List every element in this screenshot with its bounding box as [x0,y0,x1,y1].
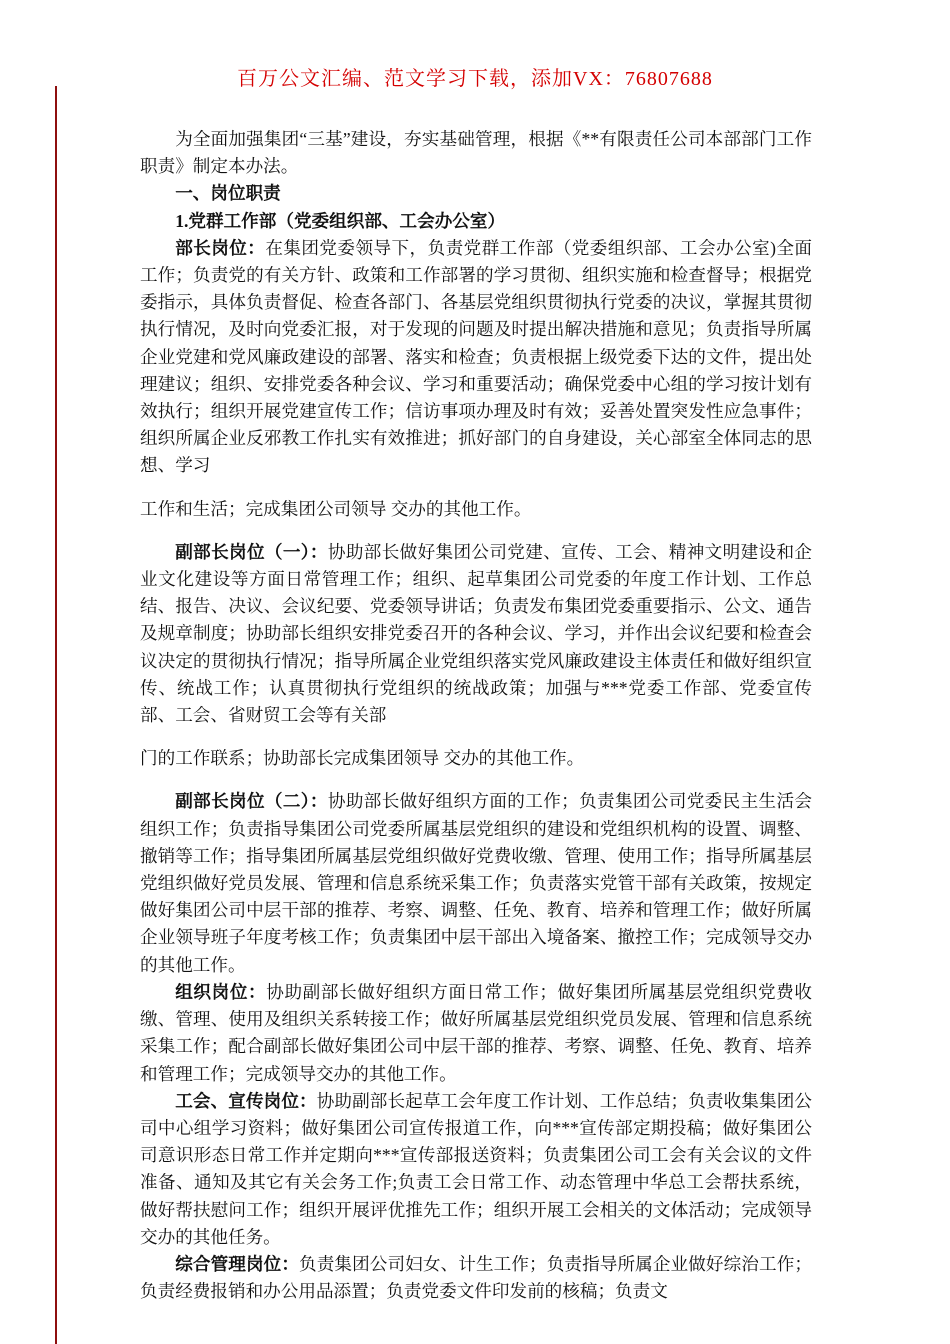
paragraph-text: 协助副部长起草工会年度工作计划、工作总结；负责收集集团公司中心组学习资料；做好集团公司宣传报道工作，向***宣传部定期投稿；做好集团公司意识形态日常工作并定期向***宣传部报送资料；负责集团公司工会有关会议的文件准备、通知及其它有关会务工作;负责工会日常工作、动态管理中华总工会帮扶系统，做好帮扶慰问工作；组织开展评优推先工作；组织开展工会相关的文体活动；完成领导交办的其他任务。 [140,1090,812,1247]
paragraph-text: 1.党群工作部（党委组织部、工会办公室） [175,210,506,231]
general-management-position-paragraph [140,1251,812,1305]
paragraph-text: 在集团党委领导下，负责党群工作部（党委组织部、工会办公室)全面工作；负责党的有关方针、政策和工作部署的学习贯彻、组织实施和检查督导；根据党委指示，具体负责督促、检查各部门、各基层党组织贯彻执行党委的决议，掌握其贯彻执行情况，及时向党委汇报，对于发现的问题及时提出解决措施和意见；负责指导所属企业党建和党风廉政建设的部署、落实和检查；负责根据上级党委下达的文件，提出处理建议；组织、安排党委各种会议、学习和重要活动；确保党委中心组的学习按计划有效执行；组织开展党建宣传工作；信访事项办理及时有效；妥善处置突发性应急事件；组织所属企业反邪教工作扎实有效推进；抓好部门的自身建设，关心部室全体同志的思想、学习 [140,237,812,476]
paragraph-text: 门的工作联系；协助部长完成集团领导 交办的其他工作。 [140,748,585,769]
deputy-director-one-paragraph [140,539,812,729]
paragraph-text: 为全面加强集团“三基”建设，夯实基础管理，根据《**有限责任公司本部部门工作职责》制定本办法。 [140,129,812,177]
paragraph-label: 副部长岗位（一）： [175,541,328,562]
deputy-director-one-continuation [140,745,812,772]
document-body [140,126,812,1305]
paragraph-text: 一、岗位职责 [175,183,281,204]
deputy-director-two-paragraph [140,788,812,978]
paragraph-text: 协助副部长做好组织方面日常工作；做好集团所属基层党组织党费收缴、管理、使用及组织关系转接工作；做好所属基层党组织党员发展、管理和信息系统采集工作；配合副部长做好集团公司中层干部的推荐、考察、调整、任免、教育、培养和管理工作；完成领导交办的其他工作。 [140,981,812,1084]
paragraph-label: 组织岗位： [175,981,267,1002]
paragraph-text: 工作和生活；完成集团公司领导 交办的其他工作。 [140,498,532,519]
section-heading [140,180,812,207]
paragraph-text: 协助部长做好组织方面的工作；负责集团公司党委民主生活会组织工作；负责指导集团公司党委所属基层党组织的建设和党组织机构的设置、调整、撤销等工作；指导集团所属基层党组织做好党费收缴、管理、使用工作；指导所属基层党组织做好党员发展、管理和信息系统采集工作；负责落实党管干部有关政策，按规定做好集团公司中层干部的推荐、考察、调整、任免、教育、培养和管理工作；做好所属企业领导班子年度考核工作；负责集团中层干部出入境备案、撤控工作；完成领导交办的其他工作。 [140,791,812,975]
subsection-heading [140,208,812,235]
paragraph-label: 工会、宣传岗位： [175,1090,317,1111]
paragraph-label: 部长岗位： [175,237,266,258]
paragraph-text: 协助部长做好集团公司党建、宣传、工会、精神文明建设和企业文化建设等方面日常管理工作；组织、起草集团公司党委的年度工作计划、工作总结、报告、决议、会议纪要、党委领导讲话；负责发布集团党委重要指示、公文、通告及规章制度；协助部长组织安排党委召开的各种会议、学习，并作出会议纪要和检查会议决定的贯彻执行情况；指导所属企业党组织落实党风廉政建设主体责任和做好组织宣传、统战工作；认真贯彻执行党组织的统战政策；加强与***党委工作部、党委宣传部、工会、省财贸工会等有关部 [140,541,812,726]
paragraph-label: 综合管理岗位： [175,1253,300,1274]
left-margin-rule [55,86,57,1344]
header-notice: 百万公文汇编、范文学习下载，添加VX：76807688 [237,68,713,90]
organization-position-paragraph [140,979,812,1088]
intro-paragraph [140,126,812,180]
paragraph-text: 负责集团公司妇女、计生工作；负责指导所属企业做好综治工作；负责经费报销和办公用品添置；负责党委文件印发前的核稿；负责文 [140,1253,812,1302]
paragraph-label: 副部长岗位（二）： [175,791,328,812]
union-publicity-position-paragraph [140,1088,812,1251]
director-position-paragraph [140,235,812,480]
director-position-continuation [140,496,812,523]
